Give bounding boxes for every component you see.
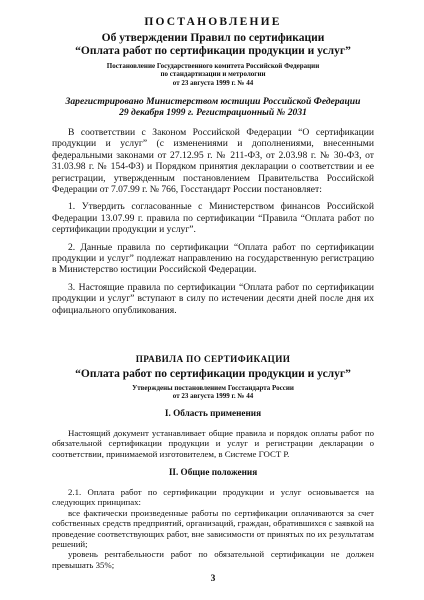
rules-approved: [52, 384, 374, 401]
section-scope-body: [52, 428, 374, 459]
decree-body: [52, 127, 374, 316]
section-heading-scope: I. Область применения: [164, 408, 262, 418]
registration-line: 29 декабря 1999 г. Регистрационный № 2031: [119, 107, 307, 118]
general-paragraph: уровень рентабельности работ по обязательной сертификации не должен превышать 35%;: [52, 549, 374, 570]
decree-kind-heading: ПОСТАНОВЛЕНИЕ: [144, 16, 282, 28]
decree-source-line: по стандартизации и метрологии: [160, 70, 266, 79]
general-paragraph: 2.1. Оплата работ по сертификации продукции и услуг основывается на следующих принципах:: [52, 487, 374, 508]
page-number: 3: [210, 574, 216, 584]
decree-item: 2. Данные правила по сертификации “Оплата работ по сертификации продукции и услуг” подлежат направлению на государственную регистрацию в Министерство юстиции Российской Федерации.: [52, 241, 374, 276]
rules-title: “Оплата работ по сертификации продукции и услуг”: [75, 368, 351, 380]
decree-preamble: В соответствии с Законом Российской Федерации “О сертификации продукции и услуг” (с изменениями и дополнениями, внесенными федеральными законами от 27.12.95 г. № 211-ФЗ, от 2.03.98 г. № 30-ФЗ, от 31.03.98 г. № 154-ФЗ) и Порядком принятия декларации о соответствии и ее регистрации, утвержденным постановлением Правительства Российской Федерации от 7.07.99 г. № 766, Госстандарт России постановляет:: [52, 127, 374, 196]
decree-source: [52, 62, 374, 87]
rules-approved-line: от 23 августа 1999 г. № 44: [172, 392, 254, 401]
registration-note: [52, 96, 374, 118]
section-general-body: [52, 487, 374, 570]
decree-item: 1. Утвердить согласованные с Министерством финансов Российской Федерации 13.07.99 г. правила по сертификации “Правила “Оплата работ по сертификации продукции и услуг”.: [52, 201, 374, 236]
general-paragraph: все фактически произведенные работы по сертификации оплачиваются за счет собственных средств предприятий, организаций, граждан, обратившихся с заявкой на проведение соответствующих работ, вне зависимости от принятых по их результатам решений;: [52, 507, 374, 550]
rules-approved-line: Утверждены постановлением Госстандарта России: [132, 384, 294, 392]
decree-title-line: “Оплата работ по сертификации продукции и услуг”: [75, 45, 351, 57]
decree-source-line: Постановление Государственного комитета Российской Федерации: [106, 62, 320, 70]
decree-source-line: от 23 августа 1999 г. № 44: [172, 78, 254, 87]
decree-title-line: Об утверждении Правил по сертификации: [101, 32, 325, 44]
section-heading-general: II. Общие положения: [168, 467, 258, 477]
registration-line: Зарегистрировано Министерством юстиции Российской Федерации: [65, 96, 361, 107]
scope-paragraph: Настоящий документ устанавливает общие правила и порядок оплаты работ по обязательной сертификации продукции и услуг и регистрации декларации о соответствии, принимаемой изготовителем, в Системе ГОСТ Р.: [52, 428, 374, 459]
rules-kind-heading: ПРАВИЛА ПО СЕРТИФИКАЦИИ: [135, 354, 291, 364]
decree-item: 3. Настоящие правила по сертификации “Оплата работ по сертификации продукции и услуг” вступают в силу по истечении десяти дней после дня их официального опубликования.: [52, 281, 374, 316]
decree-title: [52, 32, 374, 58]
